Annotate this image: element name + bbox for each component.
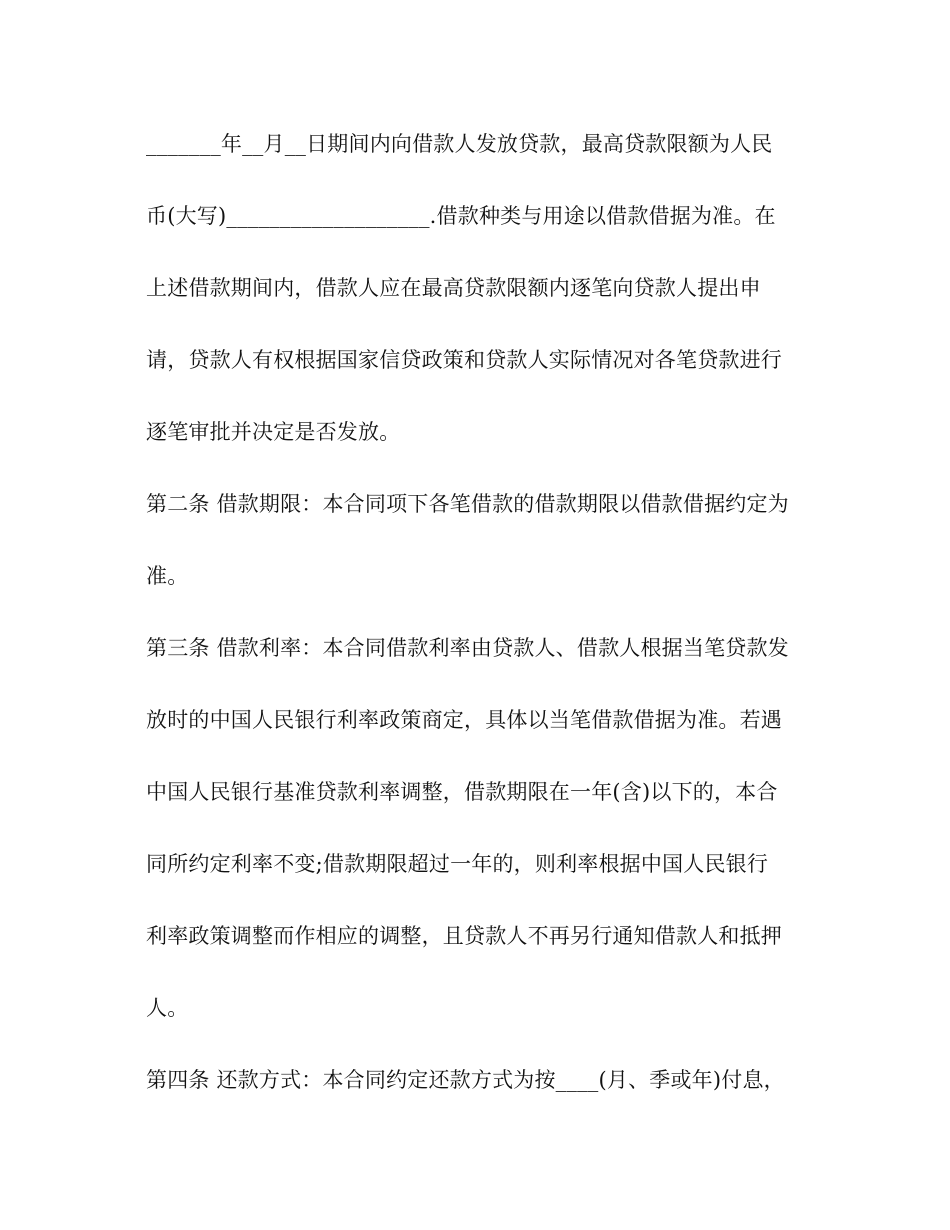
text-line: 币(大写)___________________.借款种类与用途以借款借据为准。在 xyxy=(146,204,776,228)
text-line: _______年__月__日期间内向借款人发放贷款，最高贷款限额为人民 xyxy=(146,132,773,156)
text-line: 同所约定利率不变;借款期限超过一年的，则利率根据中国人民银行 xyxy=(146,852,769,876)
text-line: 准。 xyxy=(146,564,189,588)
text-line: 上述借款期间内，借款人应在最高贷款限额内逐笔向贷款人提出申 xyxy=(146,276,761,300)
text-line: 请，贷款人有权根据国家信贷政策和贷款人实际情况对各笔贷款进行 xyxy=(146,348,782,372)
text-line: 利率政策调整而作相应的调整，且贷款人不再另行通知借款人和抵押 xyxy=(146,924,782,948)
text-line: 中国人民银行基准贷款利率调整，借款期限在一年(含)以下的，本合 xyxy=(146,780,778,804)
text-line: 人。 xyxy=(146,996,189,1020)
article-2-heading-line: 第二条 借款期限：本合同项下各笔借款的借款期限以借款借据约定为 xyxy=(146,492,789,516)
article-3-heading-line: 第三条 借款利率：本合同借款利率由贷款人、借款人根据当笔贷款发 xyxy=(146,636,789,660)
text-line: 逐笔审批并决定是否发放。 xyxy=(146,420,401,444)
text-line: 放时的中国人民银行利率政策商定，具体以当笔借款借据为准。若遇 xyxy=(146,708,782,732)
article-4-heading-line: 第四条 还款方式：本合同约定还款方式为按____(月、季或年)付息， xyxy=(146,1068,785,1092)
